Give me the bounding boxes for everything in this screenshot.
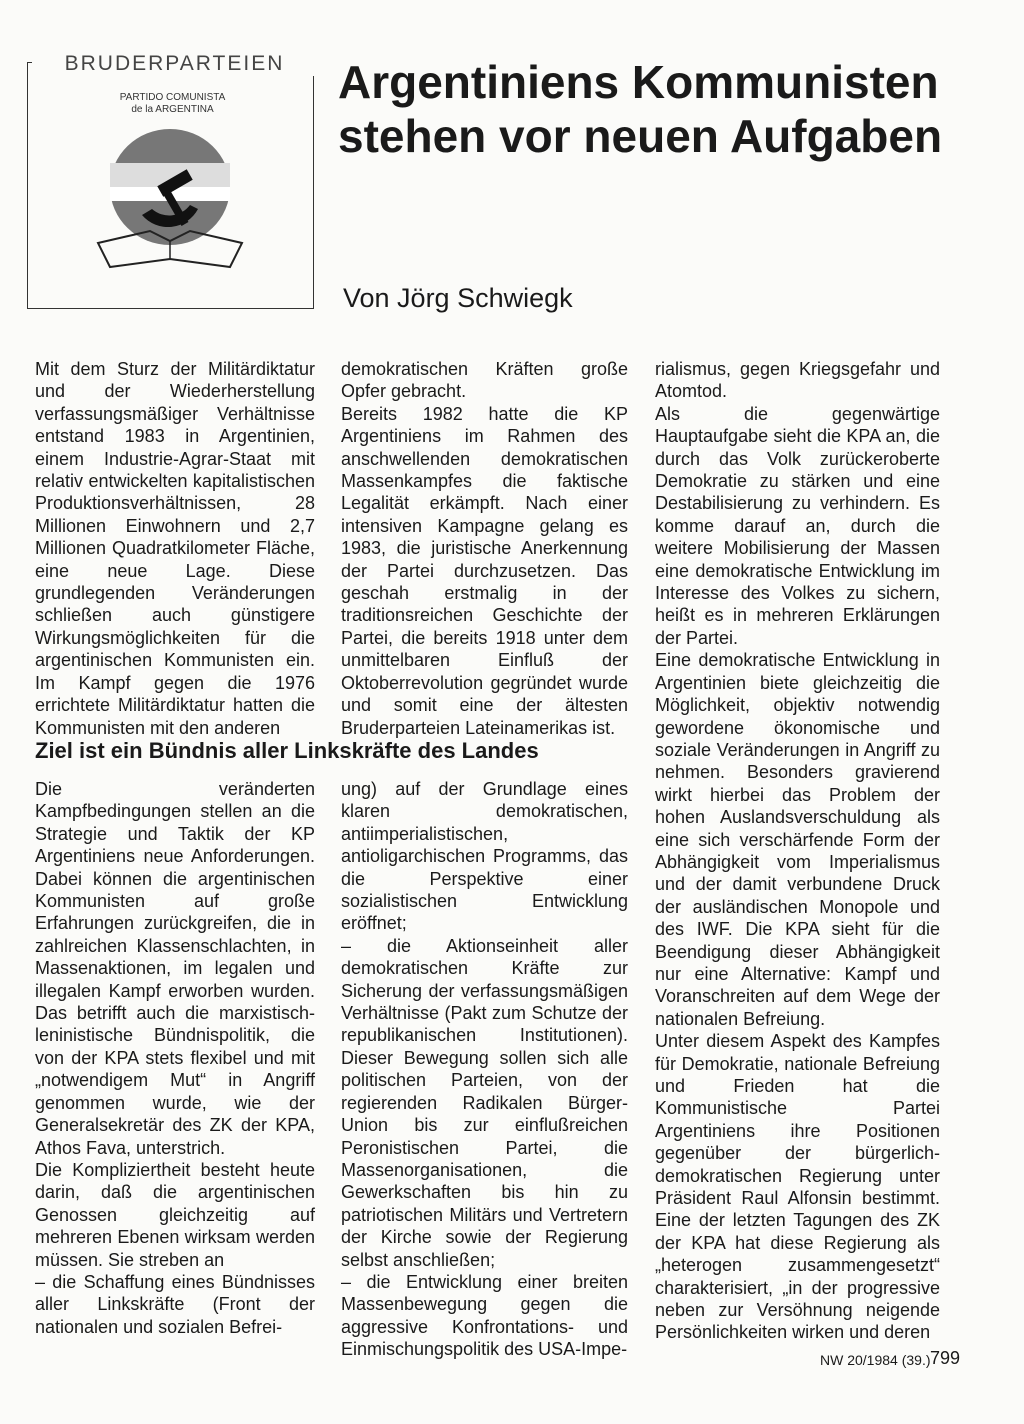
intro-column-2 xyxy=(341,358,628,739)
section-column-1 xyxy=(35,778,315,1338)
section-subheading: Ziel ist ein Bündnis aller Linkskräfte des Landes xyxy=(35,738,539,763)
paragraph: Die veränderten Kampfbedingungen stellen an die Strategie und Taktik der KP Argentiniens neue Anforderungen. Dabei können die argentinischen Kommunisten auf große Erfahrungen zurückgreifen, die in zahlreichen Klassenschlachten, in Massenaktionen, im legalen und illegalen Kampf erworben wurden. Das betrifft auch die marxistisch-leninistische Bündnispolitik, die von der KPA stets flexibel und mit „notwendigem Mut“ in Angriff genommen wurde, wie der Generalsekretär des ZK der KPA, Athos Fava, unterstrich. xyxy=(35,779,315,1158)
paragraph: rialismus, gegen Kriegsgefahr und Atomtod. xyxy=(655,359,940,402)
paragraph: Als die gegenwärtige Hauptaufgabe sieht die KPA an, die durch das Volk zurückeroberte Demokratie zu stärken und eine Destabilisierung zu verhindern. Es komme darauf an, durch die weitere Mobilisierung der Massen eine demokratische Entwicklung im Interesse des Volkes zu sichern, heißt es in mehreren Erklärungen der Partei. xyxy=(655,403,940,648)
section-column-2 xyxy=(341,778,628,1361)
paragraph: Unter diesem Aspekt des Kampfes für Demokratie, nationale Befreiung und Frieden hat die Kommunistische Partei Argentiniens ihre Positionen gegenüber der bürgerlich-demokratischen Regierung unter Präsident Raul Alfonsin bestimmt. Eine der letzten Tagungen des ZK der KPA hat diese Regierung als „heterogen zusammengesetzt“ charakterisiert, „in der progressive neben zur Versöhnung neigende Persönlichkeiten wirken und deren xyxy=(655,1031,940,1343)
party-name xyxy=(100,92,245,115)
party-name-line1: PARTIDO COMUNISTA xyxy=(119,92,226,103)
page-number: 799 xyxy=(930,1348,961,1368)
paragraph: Die Kompliziertheit besteht heute darin, daß die argentinischen Genossen gleichzeitig auf mehreren Ebenen wirksam werden müssen. Sie streben an xyxy=(35,1159,315,1270)
paragraph: – die Entwicklung einer breiten Massenbewegung gegen die aggressive Konfrontations- und Einmischungspolitik des USA-Impe- xyxy=(341,1271,628,1360)
hammer-sickle-emblem-icon xyxy=(80,125,260,295)
paragraph: – die Aktionseinheit aller demokratischen Kräfte zur Sicherung der verfassungsmäßigen Verhältnisse (Pakt zum Schutze der republikanischen Institutionen). Dieser Bewegung sollen sich alle politischen Parteien, von der regierenden Radikalen Bürger-Union bis zur einflußreichen Peronistischen Partei, die Massenorganisationen, die Gewerkschaften bis hin zu patriotischen Militärs und Vertretern der Kirche sowie der Regierung selbst anschließen; xyxy=(341,935,628,1270)
paragraph: Eine demokratische Entwicklung in Argentinien biete gleichzeitig die Möglichkeit, objektiv notwendig gewordene ökonomische und soziale Veränderungen in Angriff zu nehmen. Besonders gravierend wirkt hierbei das Problem der hohen Auslandsverschuldung als eine sich verschärfende Form der Abhängigkeit vom Imperialismus und der damit verbundene Druck der ausländischen Monopole und des IWF. Die KPA sieht für die Beendigung dieser Abhängigkeit nur eine Alternative: Kampf und Voranschreiten auf dem Wege der nationalen Befreiung. xyxy=(655,650,940,1029)
right-column xyxy=(655,358,940,1344)
party-name-line2: de la ARGENTINA xyxy=(131,103,214,115)
paragraph: ung) auf der Grundlage eines klaren demokratischen, antiimperialistischen, antioligarchischen Programms, das die Perspektive einer sozialistischen Entwicklung eröffnet; xyxy=(341,779,628,934)
paragraph: Bereits 1982 hatte die KP Argentiniens im Rahmen des anschwellenden demokratischen Massenkampfes die faktische Legalität erkämpft. Nach einer intensiven Kampagne gelang es 1983, die juristische Anerkennung der Partei durchzusetzen. Das geschah erstmalig in der traditionsreichen Geschichte der Partei, die bereits 1918 unter dem unmittelbaren Einfluß der Oktoberrevolution gegründet wurde und somit eine der ältesten Bruderparteien Lateinamerikas ist. xyxy=(341,403,628,738)
intro-column-1 xyxy=(35,358,315,739)
article-byline: Von Jörg Schwiegk xyxy=(343,283,573,313)
article-title: Argentiniens Kommunisten stehen vor neuen Aufgaben xyxy=(338,56,943,162)
section-label: BRUDERPARTEIEN xyxy=(32,52,317,76)
paragraph: demokratischen Kräften große Opfer gebracht. xyxy=(341,359,628,402)
paragraph: Mit dem Sturz der Militärdiktatur und der Wiederherstellung verfassungsmäßiger Verhältnisse entstand 1983 in Argentinien, einem Industrie-Agrar-Staat mit relativ entwickelten kapitalistischen Produktionsverhältnissen, 28 Millionen Einwohnern und 2,7 Millionen Quadratkilometer Fläche, eine neue Lage. Diese grundlegenden Veränderungen schließen auch günstigere Wirkungsmöglichkeiten für die argentinischen Kommunisten ein. Im Kampf gegen die 1976 errichtete Militärdiktatur hatten die Kommunisten mit den anderen xyxy=(35,359,315,738)
issue-reference: NW 20/1984 (39.) xyxy=(820,1352,931,1368)
paragraph: – die Schaffung eines Bündnisses aller Linkskräfte (Front der nationalen und sozialen Befrei- xyxy=(35,1271,315,1337)
